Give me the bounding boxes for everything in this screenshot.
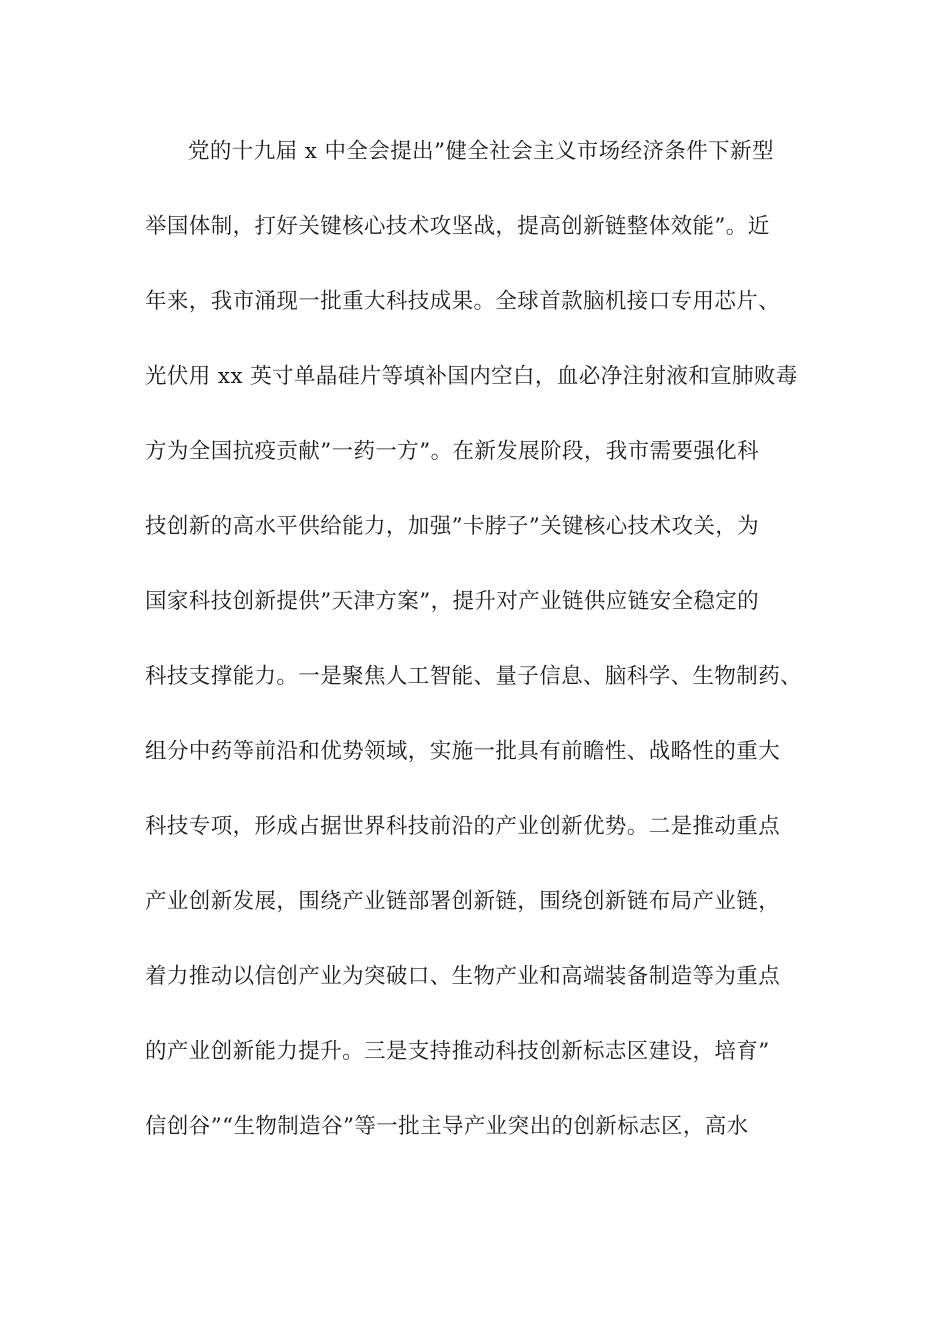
paragraph-line: 产业创新发展，围绕产业链部署创新链，围绕创新链布局产业链，	[145, 889, 781, 914]
paragraph-line: 组分中药等前沿和优势领域，实施一批具有前瞻性、战略性的重大	[145, 739, 781, 764]
paragraph-line: 信创谷”“生物制造谷”等一批主导产业突出的创新标志区，高水	[145, 1114, 749, 1139]
paragraph-line: 年来，我市涌现一批重大科技成果。全球首款脑机接口专用芯片、	[145, 289, 781, 314]
paragraph-line: 的产业创新能力提升。三是支持推动科技创新标志区建设，培育”	[145, 1039, 770, 1064]
body-paragraph	[145, 132, 825, 1182]
paragraph-line: 科技支撑能力。一是聚焦人工智能、量子信息、脑科学、生物制药、	[145, 664, 803, 689]
paragraph-line: 举国体制，打好关键核心技术攻坚战，提高创新链整体效能”。近	[145, 214, 770, 239]
paragraph-line: 着力推动以信创产业为突破口、生物产业和高端装备制造等为重点	[145, 964, 781, 989]
paragraph-line: 国家科技创新提供”天津方案”，提升对产业链供应链安全稳定的	[145, 589, 760, 614]
paragraph-line: 光伏用 xx 英寸单晶硅片等填补国内空白，血必净注射液和宣肺败毒	[145, 364, 798, 389]
paragraph-line: 科技专项，形成占据世界科技前沿的产业创新优势。二是推动重点	[145, 814, 781, 839]
paragraph-line: 党的十九届 x 中全会提出”健全社会主义市场经济条件下新型	[188, 139, 774, 164]
paragraph-line: 技创新的高水平供给能力，加强”卡脖子”关键核心技术攻关，为	[145, 514, 760, 539]
paragraph-line: 方为全国抗疫贡献”一药一方”。在新发展阶段，我市需要强化科	[145, 439, 760, 464]
